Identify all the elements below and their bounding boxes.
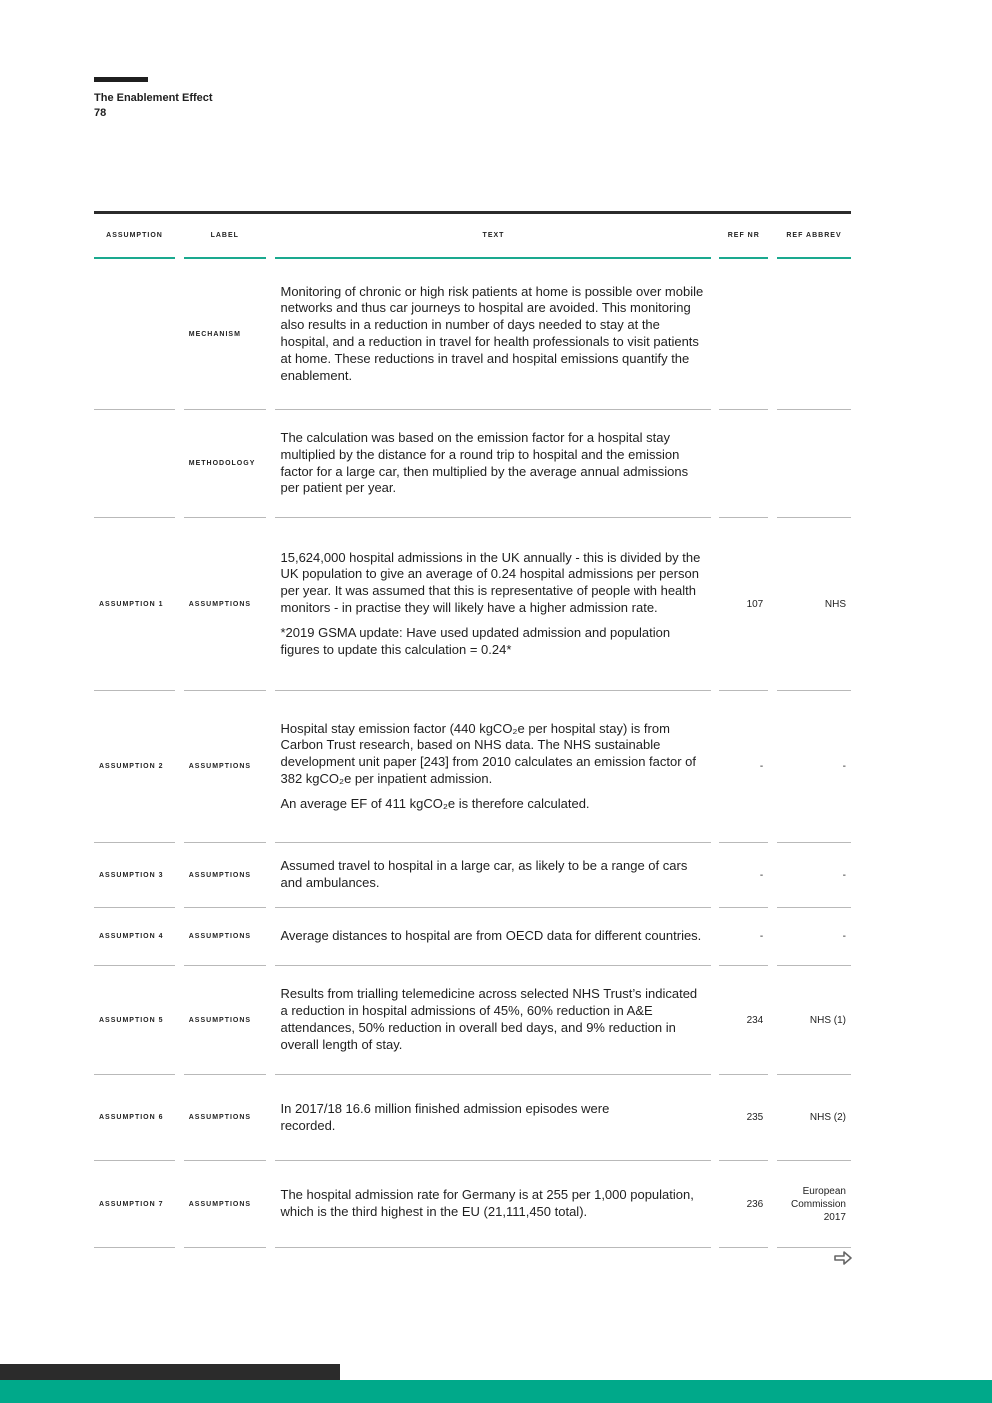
- assumption-cell: ASSUMPTION 4: [94, 908, 175, 966]
- ref-abbrev-cell: [777, 259, 851, 410]
- ref-nr-cell: [719, 259, 768, 410]
- text-paragraph: The calculation was based on the emission factor for a hospital stay multiplied by the distance for a round trip to hospital and the emission factor for a large car, then multiplied by the average annual admissions per patient per year.: [280, 429, 689, 496]
- text-paragraph: The hospital admission rate for Germany is at 255 per 1,000 population, which is the third highest in the EU (21,111,450 total).: [280, 1187, 694, 1219]
- text-paragraph: 15,624,000 hospital admissions in the UK annually - this is divided by the UK population to give an average of 0.24 hospital admissions per person per year. It was assumed that this is representative of people with health monitors - in practise they will likely have a higher admission rate.: [280, 549, 701, 615]
- assumption-cell: ASSUMPTION 6: [94, 1075, 175, 1161]
- ref-nr-cell: -: [719, 908, 768, 966]
- label-cell: ASSUMPTIONS: [184, 1161, 266, 1248]
- ref-nr-cell: 107: [719, 518, 768, 691]
- table-row: [94, 410, 851, 518]
- text-cell: [275, 410, 711, 518]
- label-cell: ASSUMPTIONS: [184, 691, 266, 843]
- assumption-cell: ASSUMPTION 1: [94, 518, 175, 691]
- ref-abbrev-cell: [777, 410, 851, 518]
- label-cell: ASSUMPTIONS: [184, 966, 266, 1075]
- assumption-cell: ASSUMPTION 2: [94, 691, 175, 843]
- ref-abbrev-cell: NHS: [777, 518, 851, 691]
- column-header-ref-abbrev: REF ABBREV: [777, 214, 851, 259]
- text-cell: [275, 1161, 711, 1248]
- ref-nr-cell: 235: [719, 1075, 768, 1161]
- column-header-label: LABEL: [184, 214, 266, 259]
- assumption-cell: [94, 259, 175, 410]
- column-header-assumption: ASSUMPTION: [94, 214, 175, 259]
- table-row: [94, 1161, 851, 1248]
- text-cell: [275, 908, 711, 966]
- label-cell: ASSUMPTIONS: [184, 843, 266, 908]
- ref-abbrev-cell: NHS (1): [777, 966, 851, 1075]
- assumption-cell: ASSUMPTION 3: [94, 843, 175, 908]
- text-paragraph: Monitoring of chronic or high risk patients at home is possible over mobile networks and thus car journeys to hospital are avoided. This monitoring also results in a reduction in number of days needed to stay at the hospital, and a reduction in travel for health professionals to visit patients at home. These reductions in travel and hospital emissions quantify the enablement.: [280, 283, 704, 383]
- table-row: [94, 259, 851, 410]
- text-paragraph: An average EF of 411 kgCO₂e is therefore calculated.: [280, 795, 590, 811]
- arrow-right-icon[interactable]: [833, 1248, 853, 1268]
- assumptions-table: [94, 211, 851, 1248]
- text-cell: [275, 1075, 711, 1161]
- table-row: [94, 908, 851, 966]
- label-cell: METHODOLOGY: [184, 410, 266, 518]
- text-paragraph: Average distances to hospital are from OECD data for different countries.: [280, 928, 702, 944]
- text-paragraph: In 2017/18 16.6 million finished admission episodes were recorded.: [280, 1100, 610, 1133]
- table-row: [94, 966, 851, 1075]
- assumption-cell: [94, 410, 175, 518]
- text-paragraph: *2019 GSMA update: Have used updated admission and population figures to update this calculation = 0.24*: [280, 624, 671, 657]
- footer-accent-band: [0, 1380, 992, 1403]
- footer-dark-band: [0, 1364, 340, 1380]
- document-title: The Enablement Effect: [94, 92, 213, 104]
- ref-nr-cell: 236: [719, 1161, 768, 1248]
- column-header-ref-nr: REF NR: [719, 214, 768, 259]
- label-cell: ASSUMPTIONS: [184, 518, 266, 691]
- ref-abbrev-cell: -: [777, 691, 851, 843]
- text-paragraph: Hospital stay emission factor (440 kgCO₂e per hospital stay) is from Carbon Trust research, based on NHS data. The NHS sustainable development unit paper [243] from 2010 calculates an emission factor of 382 kgCO₂e per inpatient admission.: [280, 720, 697, 786]
- text-paragraph: Results from trialling telemedicine across selected NHS Trust’s indicated a reduction in hospital admissions of 45%, 60% reduction in A&E attendances, 50% reduction in overall bed days, and 9% reduction in overall length of stay.: [280, 986, 698, 1052]
- assumption-cell: ASSUMPTION 5: [94, 966, 175, 1075]
- text-paragraph: Assumed travel to hospital in a large car, as likely to be a range of cars and ambulances.: [280, 858, 688, 890]
- column-header-text: TEXT: [275, 214, 711, 259]
- table-row: [94, 518, 851, 691]
- ref-abbrev-cell: -: [777, 843, 851, 908]
- table-header-row: [94, 214, 851, 259]
- table-row: [94, 1075, 851, 1161]
- label-cell: ASSUMPTIONS: [184, 908, 266, 966]
- table-row: [94, 691, 851, 843]
- ref-nr-cell: -: [719, 691, 768, 843]
- table-row: [94, 843, 851, 908]
- ref-abbrev-cell: -: [777, 908, 851, 966]
- label-cell: MECHANISM: [184, 259, 266, 410]
- page-number: 78: [94, 107, 107, 119]
- ref-nr-cell: 234: [719, 966, 768, 1075]
- ref-nr-cell: -: [719, 843, 768, 908]
- ref-abbrev-cell: [777, 1161, 851, 1248]
- text-cell: [275, 843, 711, 908]
- ref-nr-cell: [719, 410, 768, 518]
- text-cell: [275, 966, 711, 1075]
- ref-abbrev-text: European Commission 2017: [790, 1185, 846, 1223]
- label-cell: ASSUMPTIONS: [184, 1075, 266, 1161]
- text-cell: [275, 518, 711, 691]
- text-cell: [275, 259, 711, 410]
- header-rule: [94, 77, 148, 82]
- assumption-cell: ASSUMPTION 7: [94, 1161, 175, 1248]
- text-cell: [275, 691, 711, 843]
- ref-abbrev-cell: NHS (2): [777, 1075, 851, 1161]
